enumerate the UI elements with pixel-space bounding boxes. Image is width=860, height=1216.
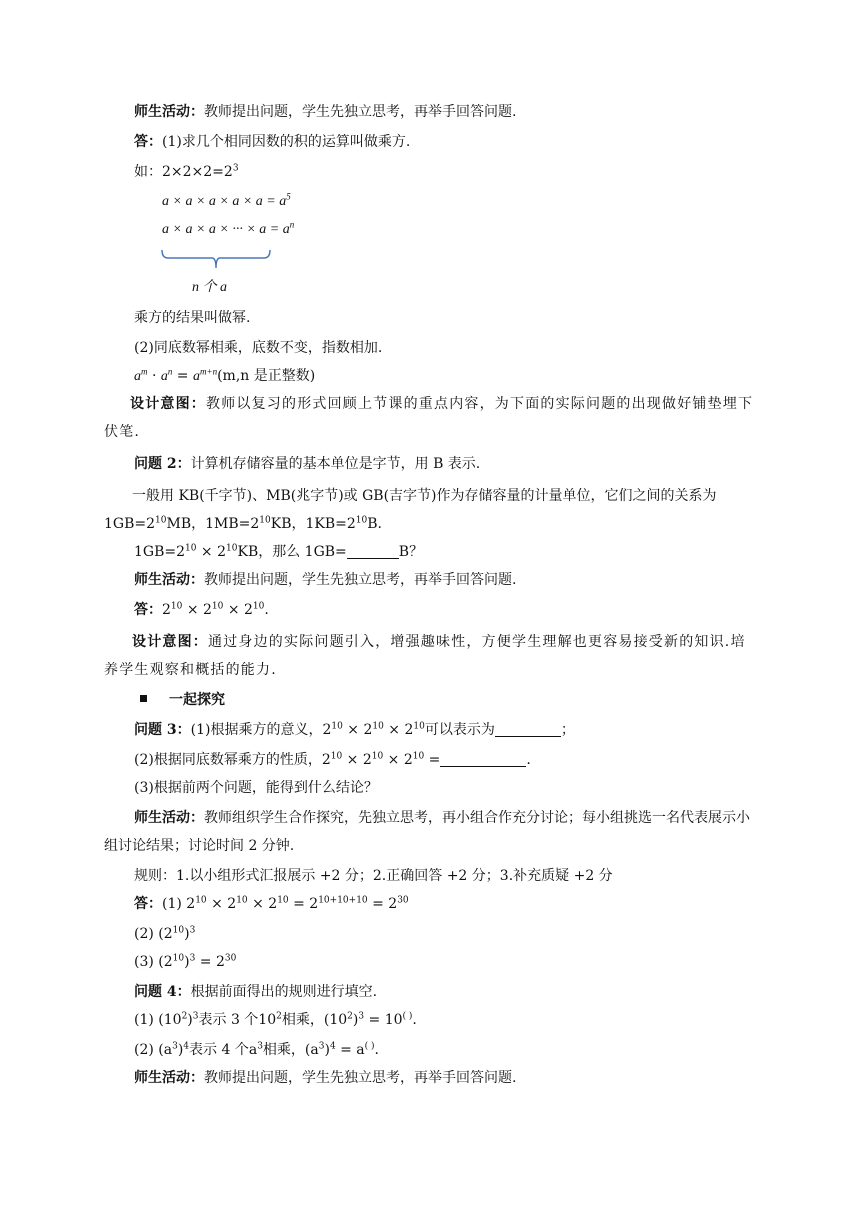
teacher-student-activity-2 — [134, 570, 516, 590]
question-2 — [134, 454, 480, 474]
design-label: 设计意图： — [132, 634, 208, 650]
text: 相乘，(a — [262, 1042, 319, 1058]
activity-label: 师生活动： — [134, 1070, 204, 1086]
text: × 2 — [182, 602, 212, 618]
text: = 2 — [367, 896, 398, 912]
text: . — [412, 1012, 417, 1028]
exp: 2 — [276, 1011, 282, 1022]
text: KB，那么 1GB= — [237, 544, 347, 560]
rule-same-base: (2)同底数幂相乘，底数不变，指数相加. — [134, 340, 383, 356]
answer-3-part-3 — [134, 952, 236, 972]
text: 2 — [162, 602, 171, 618]
answer-text: (1)求几个相同因数的积的运算叫做乘方. — [162, 134, 411, 150]
text: × 2 — [383, 722, 414, 738]
underbrace-icon — [160, 246, 272, 272]
exp: 10 — [331, 721, 343, 732]
storage-units-paragraph — [104, 482, 756, 538]
question-3-part-1 — [134, 720, 575, 740]
activity-label: 师生活动： — [134, 104, 204, 120]
answer-blank[interactable] — [347, 544, 399, 559]
question-text: 根据前面得出的规则进行填空. — [190, 984, 378, 1000]
text: ) — [187, 1012, 193, 1028]
teacher-student-activity-4 — [134, 1068, 516, 1088]
exp: 10 — [195, 895, 207, 906]
equation-power-5 — [162, 192, 291, 212]
text: KB，1KB=2 — [270, 516, 356, 532]
exponent-formula — [134, 366, 315, 387]
text: . — [374, 1042, 379, 1058]
text: (2)根据同底数幂乘方的性质，2 — [134, 752, 331, 768]
question-4-part-2 — [134, 1040, 379, 1060]
example-line — [134, 162, 239, 182]
exp: 10 — [185, 543, 197, 554]
activity-text: 教师提出问题，学生先独立思考，再举手回答问题. — [204, 572, 517, 588]
question-label: 问题 2： — [134, 456, 191, 472]
text: × 2 — [247, 896, 278, 912]
section-heading — [140, 690, 225, 710]
example-prefix: 如： — [134, 164, 162, 180]
exp: 3 — [257, 1041, 263, 1052]
question-4 — [134, 982, 377, 1002]
power-definition: 乘方的结果叫做幂. — [134, 310, 251, 326]
text: × 2 — [223, 602, 253, 618]
text: . — [526, 752, 531, 768]
answer-label: 答： — [134, 134, 162, 150]
equation-text: a × a × a × ··· × a = a — [162, 222, 290, 237]
exp: 10 — [277, 895, 289, 906]
activity-text: 教师提出问题，学生先独立思考，再举手回答问题. — [204, 1070, 517, 1086]
exp: 10 — [372, 721, 384, 732]
text: 可以表示为 — [424, 722, 495, 738]
exp: 3 — [189, 953, 196, 964]
design-intent-1 — [104, 390, 756, 446]
activity-text: 教师提出问题，学生先独立思考，再举手回答问题. — [204, 104, 517, 120]
text: 1GB=2 — [134, 544, 186, 560]
question-4-part-1 — [134, 1010, 417, 1030]
text: 相乘，(10 — [281, 1012, 348, 1028]
exp: 3 — [172, 1041, 178, 1052]
section-title: 一起探究 — [169, 692, 225, 708]
text: B. — [367, 516, 382, 532]
text: = 2 — [195, 954, 225, 970]
exp: 2 — [347, 1011, 353, 1022]
square-bullet-icon — [140, 695, 147, 702]
design-intent-2 — [104, 628, 756, 684]
question-label: 问题 3： — [134, 722, 191, 738]
text: (1) (10 — [134, 1012, 182, 1028]
activity-text: 教师组织学生合作探究，先独立思考，再小组合作充分讨论；每小组挑选一名代表展示小组讨论结果；讨论时间 2 分钟. — [104, 810, 750, 854]
text: × 2 — [383, 752, 413, 768]
exp: 3 — [318, 1041, 325, 1052]
text: (3) (2 — [134, 954, 173, 970]
exp: 4 — [329, 1041, 336, 1052]
text: × 2 — [342, 722, 373, 738]
text: × 2 — [206, 896, 237, 912]
exp-blank: ( ) — [402, 1011, 413, 1022]
formula-base: a — [134, 369, 141, 384]
equation-power-n — [162, 220, 294, 240]
exp: 10 — [330, 751, 343, 762]
teacher-student-activity-1 — [134, 102, 516, 122]
text: = 10 — [364, 1012, 403, 1028]
exp: 10 — [172, 953, 185, 964]
equation-text: a × a × a × a × a = a — [162, 194, 287, 209]
text: × 2 — [196, 544, 227, 560]
text: ) — [184, 926, 190, 942]
text: = — [424, 752, 441, 768]
exp: 3 — [192, 1011, 199, 1022]
exp: 10 — [236, 895, 248, 906]
design-text: 教师以复习的形式回顾上节课的重点内容，为下面的实际问题的出现做好铺垫埋下伏笔. — [104, 396, 754, 440]
answer-3-part-2 — [134, 924, 195, 944]
exp: 10 — [172, 925, 185, 936]
question-text: 计算机存储容量的基本单位是字节，用 B 表示. — [190, 456, 481, 472]
equation-exponent: 5 — [286, 191, 291, 202]
exp: 10 — [155, 515, 167, 526]
formula-exp: m+n — [200, 366, 218, 377]
text: 表示 3 个10 — [198, 1012, 277, 1028]
design-text: 通过身边的实际问题引入，增强趣味性，方便学生理解也更容易接受新的知识.培养学生观察和概括的能力. — [104, 634, 746, 678]
text: ) — [324, 1042, 330, 1058]
example-expression: 2×2×2=2 — [162, 164, 233, 180]
text: 表示 4 个a — [189, 1042, 258, 1058]
text: (2) (2 — [134, 926, 173, 942]
exp: 30 — [397, 895, 409, 906]
exp: 10 — [259, 515, 271, 526]
formula-dot: · — [147, 368, 161, 384]
text: . — [264, 602, 269, 618]
text: ) — [184, 954, 190, 970]
exp: 10 — [226, 543, 238, 554]
example-exponent: 3 — [232, 163, 239, 174]
exp: 10 — [412, 751, 425, 762]
exp: 3 — [358, 1011, 365, 1022]
answer-label: 答： — [134, 602, 162, 618]
exp: 10 — [252, 601, 265, 612]
formula-eq: = — [172, 368, 193, 384]
text: (1)根据乘方的意义，2 — [190, 722, 332, 738]
exp: 10 — [371, 751, 384, 762]
answer-3-part-1 — [134, 894, 409, 914]
text: MB，1MB=2 — [166, 516, 260, 532]
text: ) — [177, 1042, 184, 1058]
formula-exp: m — [141, 366, 148, 377]
answer-label: 答： — [134, 896, 162, 912]
activity-label: 师生活动： — [134, 572, 204, 588]
answer-blank[interactable] — [440, 752, 526, 767]
brace-label: n 个 a — [192, 280, 227, 295]
exp-blank: ( ) — [364, 1041, 375, 1052]
formula-exp: n — [167, 366, 173, 377]
exp: 10 — [413, 721, 425, 732]
exp: 10+10+10 — [318, 895, 368, 906]
teacher-student-activity-3 — [104, 804, 756, 860]
text: B？ — [398, 544, 424, 560]
answer-blank[interactable] — [495, 722, 561, 737]
text: ) — [352, 1012, 359, 1028]
activity-label: 师生活动： — [134, 810, 204, 826]
scoring-rules: 规则：1.以小组形式汇报展示 +2 分；2.正确回答 +2 分；3.补充质疑 +2 分 — [134, 868, 613, 884]
question-label: 问题 4： — [134, 984, 191, 1000]
text: (1) 2 — [162, 896, 196, 912]
answer-1 — [134, 132, 410, 152]
text: = 2 — [288, 896, 319, 912]
equation-exponent: n — [289, 219, 295, 230]
formula-base: a — [160, 369, 168, 384]
paragraph-text: 一般用 KB(千字节)、MB(兆字节)或 GB(吉字节)作为存储容量的计量单位，它们之间的关系为1GB=2 — [104, 488, 717, 532]
exp: 4 — [183, 1041, 190, 1052]
formula-base: a — [193, 369, 200, 384]
exp: 30 — [224, 953, 237, 964]
gb-question-line — [134, 542, 423, 562]
text: (2) (a — [134, 1042, 173, 1058]
exp: 10 — [355, 515, 368, 526]
design-label: 设计意图： — [130, 396, 206, 412]
formula-condition: (m,n 是正整数) — [217, 368, 316, 384]
answer-2 — [134, 600, 269, 620]
question-3-part-2 — [134, 750, 531, 770]
exp: 10 — [170, 601, 183, 612]
text: = a — [335, 1042, 365, 1058]
question-3-part-3: (3)根据前两个问题，能得到什么结论？ — [134, 780, 378, 796]
text: × 2 — [342, 752, 372, 768]
text: ； — [560, 722, 575, 738]
exp: 10 — [211, 601, 224, 612]
exp: 2 — [181, 1011, 188, 1022]
exp: 3 — [189, 925, 196, 936]
